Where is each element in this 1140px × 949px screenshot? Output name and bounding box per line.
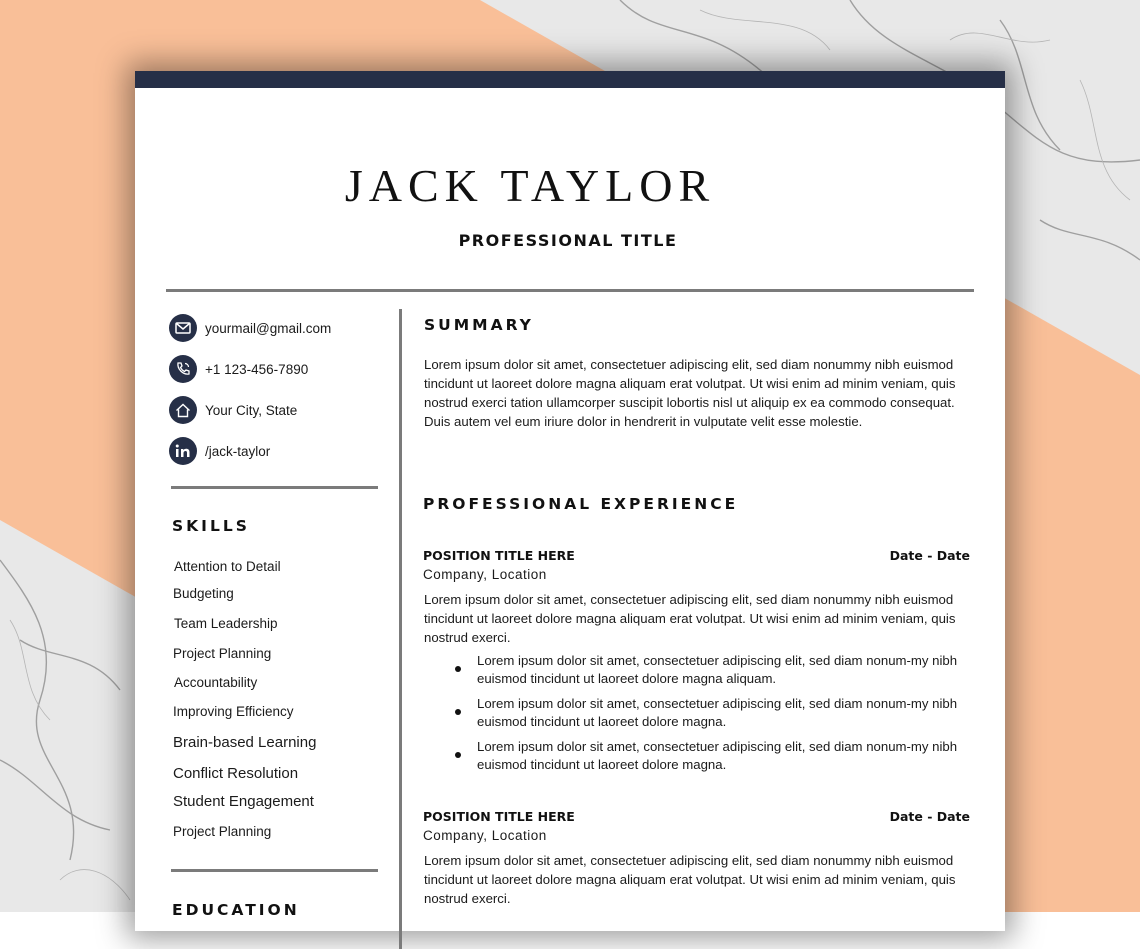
job-bullet: Lorem ipsum dolor sit amet, consectetuer adipiscing elit, sed diam nonum-my nibh euismod tincidunt ut laoreet dolore magna.	[477, 739, 958, 772]
contact-linkedin[interactable]	[169, 436, 270, 466]
bullet-marker	[455, 666, 461, 672]
skills-divider	[171, 869, 378, 872]
job-company: Company, Location	[423, 567, 547, 582]
contact-location-text: Your City, State	[205, 402, 298, 418]
skill-item: Brain-based Learning	[173, 734, 317, 751]
contact-email-text: yourmail@gmail.com	[205, 320, 332, 336]
skill-item: Project Planning	[173, 646, 272, 661]
skills-heading: SKILLS	[172, 517, 250, 535]
skill-item: Team Leadership	[174, 616, 278, 631]
contact-email[interactable]	[169, 313, 331, 343]
summary-text: Lorem ipsum dolor sit amet, consectetuer adipiscing elit, sed diam nonummy nibh euismod tincidunt ut laoreet dolore magna aliquam erat volutpat. Ut wisi enim ad minim veniam, quis nostrud exerci tation ullamcorper suscipit lobortis nisl ut aliquip ex ea commodo consequat. Duis autem vel eum iriure dolor in hendrerit in vulputate velit esse molestie.	[424, 357, 956, 429]
resume-page	[135, 71, 1005, 931]
column-divider	[399, 309, 402, 949]
skill-item: Budgeting	[173, 586, 234, 601]
contact-phone[interactable]	[169, 354, 308, 384]
skill-item: Conflict Resolution	[173, 765, 299, 782]
skill-item: Student Engagement	[173, 793, 314, 810]
bullet-marker	[455, 709, 461, 715]
contact-divider	[171, 486, 378, 489]
skill-item: Improving Efficiency	[173, 704, 294, 719]
bullet-marker	[455, 752, 461, 758]
education-heading: EDUCATION	[172, 901, 300, 919]
skill-item: Accountability	[174, 675, 258, 690]
experience-heading: PROFESSIONAL EXPERIENCE	[423, 495, 739, 513]
home-icon	[169, 396, 197, 424]
job-description: Lorem ipsum dolor sit amet, consectetuer adipiscing elit, sed diam nonummy nibh euismod tincidunt ut laoreet dolore magna aliquam erat volutpat. Ut wisi enim ad minim veniam, quis nostrud exerci.	[424, 592, 956, 645]
job-description: Lorem ipsum dolor sit amet, consectetuer adipiscing elit, sed diam nonummy nibh euismod tincidunt ut laoreet dolore magna aliquam erat volutpat. Ut wisi enim ad minim veniam, quis nostrud exerci.	[424, 853, 956, 906]
summary-heading: SUMMARY	[424, 316, 534, 334]
job-dates: Date - Date	[889, 809, 970, 824]
job-bullet: Lorem ipsum dolor sit amet, consectetuer adipiscing elit, sed diam nonum-my nibh euismod tincidunt ut laoreet dolore magna aliquam.	[477, 653, 958, 686]
skill-item: Project Planning	[173, 824, 272, 839]
job-dates: Date - Date	[889, 548, 970, 563]
skill-item: Attention to Detail	[174, 559, 281, 574]
header-divider	[166, 289, 974, 292]
email-icon	[169, 314, 197, 342]
linkedin-icon	[169, 437, 197, 465]
top-accent-bar	[135, 71, 1005, 88]
contact-linkedin-text: /jack-taylor	[205, 443, 271, 459]
contact-location	[169, 395, 297, 425]
job-position-title: POSITION TITLE HERE	[423, 809, 575, 824]
job-company: Company, Location	[423, 828, 547, 843]
job-bullet: Lorem ipsum dolor sit amet, consectetuer adipiscing elit, sed diam nonum-my nibh euismod tincidunt ut laoreet dolore magna.	[477, 696, 958, 729]
professional-title: PROFESSIONAL TITLE	[458, 231, 678, 250]
phone-icon	[169, 355, 197, 383]
contact-phone-text: +1 123-456-7890	[205, 361, 309, 377]
job-position-title: POSITION TITLE HERE	[423, 548, 575, 563]
candidate-name: JACK TAYLOR	[344, 160, 716, 211]
